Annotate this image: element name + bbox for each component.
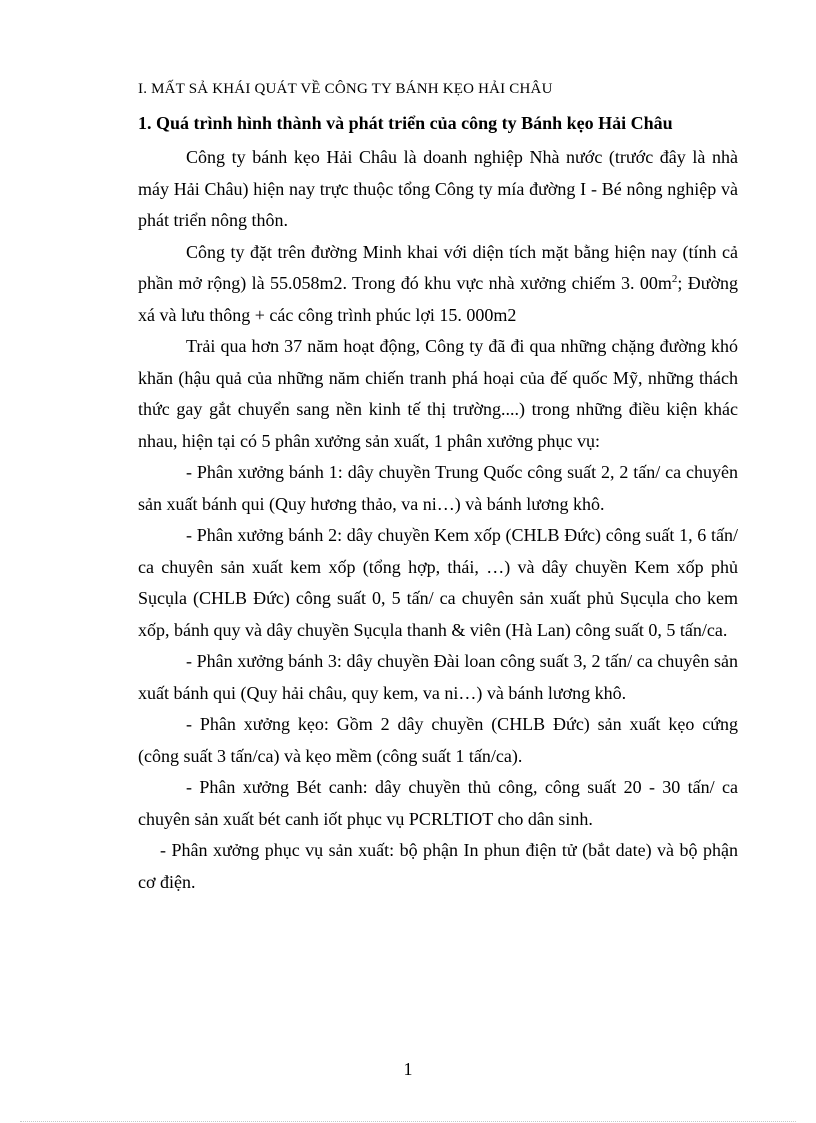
list-item-workshop-1: - Phân xưởng bánh 1: dây chuyền Trung Quốc công suất 2, 2 tấn/ ca chuyên sản xuất bánh qui (Quy hương thảo, va ni…) và bánh lương khô. (138, 462, 738, 514)
document-body (138, 78, 738, 898)
list-item-service-workshop: - Phân xưởng phục vụ sản xuất: bộ phận In phun điện tử (bắt date) và bộ phận cơ điện. (138, 840, 738, 892)
page-bottom-divider (20, 1121, 796, 1122)
list-item-seasoning-workshop: - Phân xưởng Bét canh: dây chuyền thủ công, công suất 20 - 30 tấn/ ca chuyên sản xuất bét canh iốt phục vụ PCRLTIOT cho dân sinh. (138, 777, 738, 829)
list-item-workshop-3: - Phân xưởng bánh 3: dây chuyền Đài loan công suất 3, 2 tấn/ ca chuyên sản xuất bánh qui (Quy hải châu, quy kem, va ni…) và bánh lương khô. (138, 651, 738, 703)
paragraph-history: Trải qua hơn 37 năm hoạt động, Công ty đã đi qua những chặng đường khó khăn (hậu quả của những năm chiến tranh phá hoại của đế quốc Mỹ, những thách thức gay gắt chuyển sang nền kinh tế thị trường....) trong những điều kiện khác nhau, hiện tại có 5 phân xưởng sản xuất, 1 phân xưởng phục vụ: (138, 336, 738, 451)
paragraph-intro: Công ty bánh kẹo Hải Châu là doanh nghiệp Nhà nước (trước đây là nhà máy Hải Châu) hiện nay trực thuộc tổng Công ty mía đường I - Bé nông nghiệp và phát triển nông thôn. (138, 147, 738, 230)
paragraph-location-tail: ; Đường xá và lưu thông + các công trình phúc lợi 15. 000m2 (138, 273, 738, 325)
paragraph-location-text: Công ty đặt trên đường Minh khai với diện tích mặt bằng hiện nay (tính cả phần mở rộng) là 55.058m2. Trong đó khu vực nhà xưởng chiếm 3. 00m (138, 241, 738, 293)
page-number: 1 (403, 1059, 413, 1079)
list-item-workshop-2: - Phân xưởng bánh 2: dây chuyền Kem xốp (CHLB Đức) công suất 1, 6 tấn/ ca chuyên sản xuất kem xốp (tổng hợp, thái, …) và dây chuyền Kem xốp phủ Sụcụla (CHLB Đức) công suất 0, 5 tấn/ ca chuyên sản xuất phủ Sụcụla cho kem xốp, bánh quy và dây chuyền Sụcụla thanh & viên (Hà Lan) công suất 0, 5 tấn/ca. (138, 525, 738, 640)
section-title: I. MẤT SẢ KHÁI QUÁT VỀ CÔNG TY BÁNH KẸO HẢI CHÂU (138, 81, 553, 97)
list-item-candy-workshop: - Phân xưởng kẹo: Gồm 2 dây chuyền (CHLB Đức) sản xuất kẹo cứng (công suất 3 tấn/ca) và kẹo mềm (công suất 1 tấn/ca). (138, 714, 738, 766)
paragraph-location (138, 237, 738, 332)
superscript-2: 2 (671, 273, 678, 285)
subsection-title: 1. Quá trình hình thành và phát triển của công ty Bánh kẹo Hải Châu (138, 113, 673, 133)
